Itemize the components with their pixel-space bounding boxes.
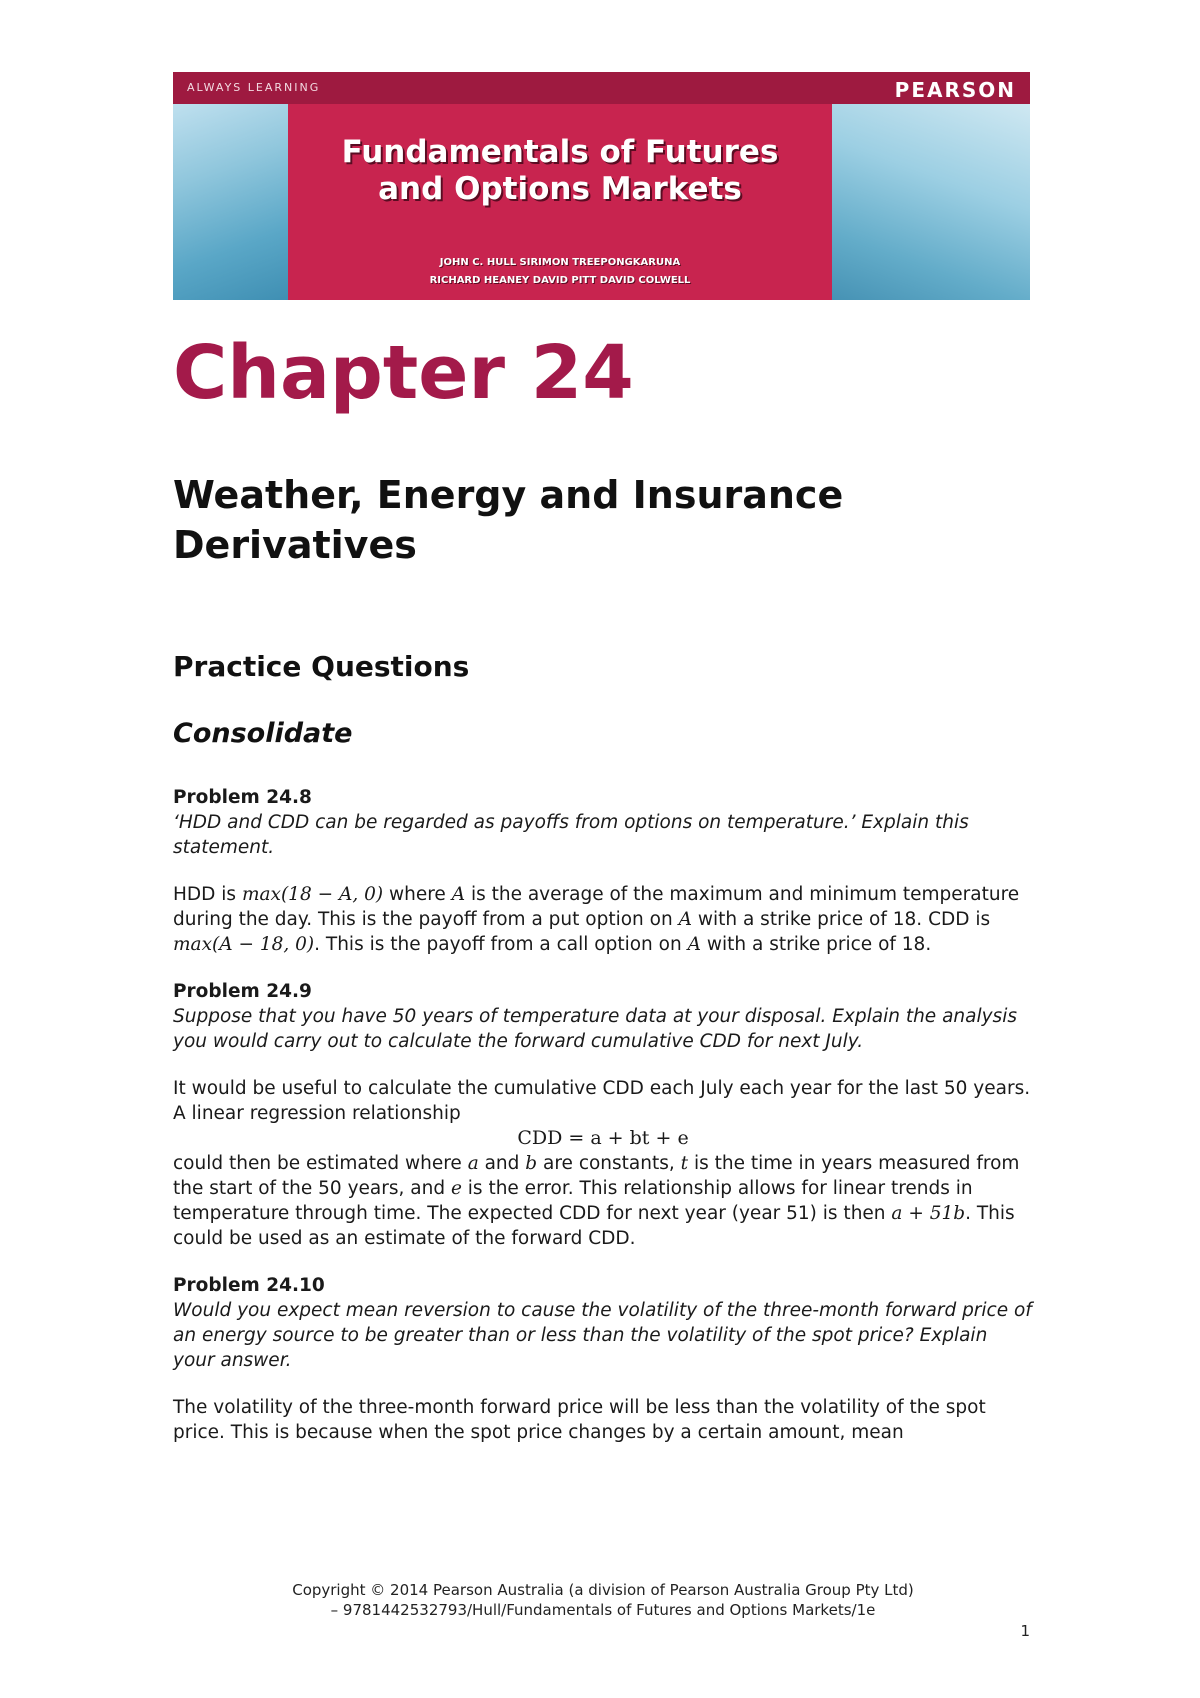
page-number: 1 (1020, 1622, 1030, 1640)
banner-image-left (173, 104, 288, 300)
subsection-heading: Consolidate (173, 718, 353, 749)
problem-answer: The volatility of the three-month forward price will be less than the volatility of the spot price. This is because when the spot price changes by a certain amount, mean (173, 1397, 986, 1443)
math-variable: t (680, 1153, 689, 1174)
math-variable: A (451, 884, 466, 905)
math-variable: A (678, 909, 692, 930)
math-expression: a + 51b (891, 1203, 966, 1224)
publisher-logo: PEARSON (894, 78, 1016, 102)
chapter-title: Weather, Energy and Insurance Derivatives (173, 473, 844, 567)
problem-answer: HDD is max(18 − A, 0) where A is the average of the maximum and minimum temperature during the day. This is the payoff from a put option on A with a strike price of 18. CDD is max(A − 18, 0). This is the payoff from a call option on A with a strike price of 18. (173, 884, 1020, 955)
problem-title: Problem 24.8 (173, 787, 312, 808)
problem-answer: It would be useful to calculate the cumulative CDD each July each year for the last 50 years. A linear regression relationship (173, 1078, 1031, 1124)
math-variable: a (467, 1153, 479, 1174)
chapter-heading: Chapter 24 (173, 330, 634, 416)
book-authors-line1: JOHN C. HULL SIRIMON TREEPONGKARUNA (439, 257, 681, 268)
problem-question: Suppose that you have 50 years of temperature data at your disposal. Explain the analysis you would carry out to calculate the forward cumulative CDD for next July. (173, 1006, 1017, 1052)
problem-title: Problem 24.10 (173, 1275, 325, 1296)
banner-tagline: ALWAYS LEARNING (187, 81, 321, 94)
problem-question: Would you expect mean reversion to cause the volatility of the three-month forward price of an energy source to be greater than or less than the volatility of the spot price? Explain your answer. (173, 1300, 1032, 1371)
book-authors-line2: RICHARD HEANEY DAVID PITT DAVID COLWELL (429, 275, 691, 286)
math-expression: max(18 − A, 0) (241, 884, 384, 905)
problem-title: Problem 24.9 (173, 981, 312, 1002)
regression-equation: CDD = a + bt + e (517, 1127, 689, 1149)
math-variable: A (687, 934, 701, 955)
math-expression: max(A − 18, 0) (173, 934, 315, 955)
banner-top-bar (173, 72, 1030, 104)
math-variable: e (450, 1178, 462, 1199)
math-variable: b (525, 1153, 538, 1174)
problem-question: ‘HDD and CDD can be regarded as payoffs from options on temperature.’ Explain this statement. (173, 812, 969, 858)
problem-answer-continued: could then be estimated where a and b are constants, t is the time in years measured from the start of the 50 years, and e is the error. This relationship allows for linear trends in temperature through time. The expected CDD for next year (year 51) is then a + 51b. This could be used as an estimate of the forward CDD. (173, 1153, 1020, 1249)
copyright-footer: Copyright © 2014 Pearson Australia (a division of Pearson Australia Group Pty Ltd) – 9781442532793/Hull/Fundamentals of Futures and Options Markets/1e (292, 1581, 914, 1619)
banner-image-right (832, 104, 1030, 300)
document-body (173, 785, 1033, 1445)
book-title: Fundamentals of Futures and Options Markets (341, 134, 779, 207)
book-cover-banner (173, 72, 1030, 300)
section-heading: Practice Questions (173, 650, 470, 683)
